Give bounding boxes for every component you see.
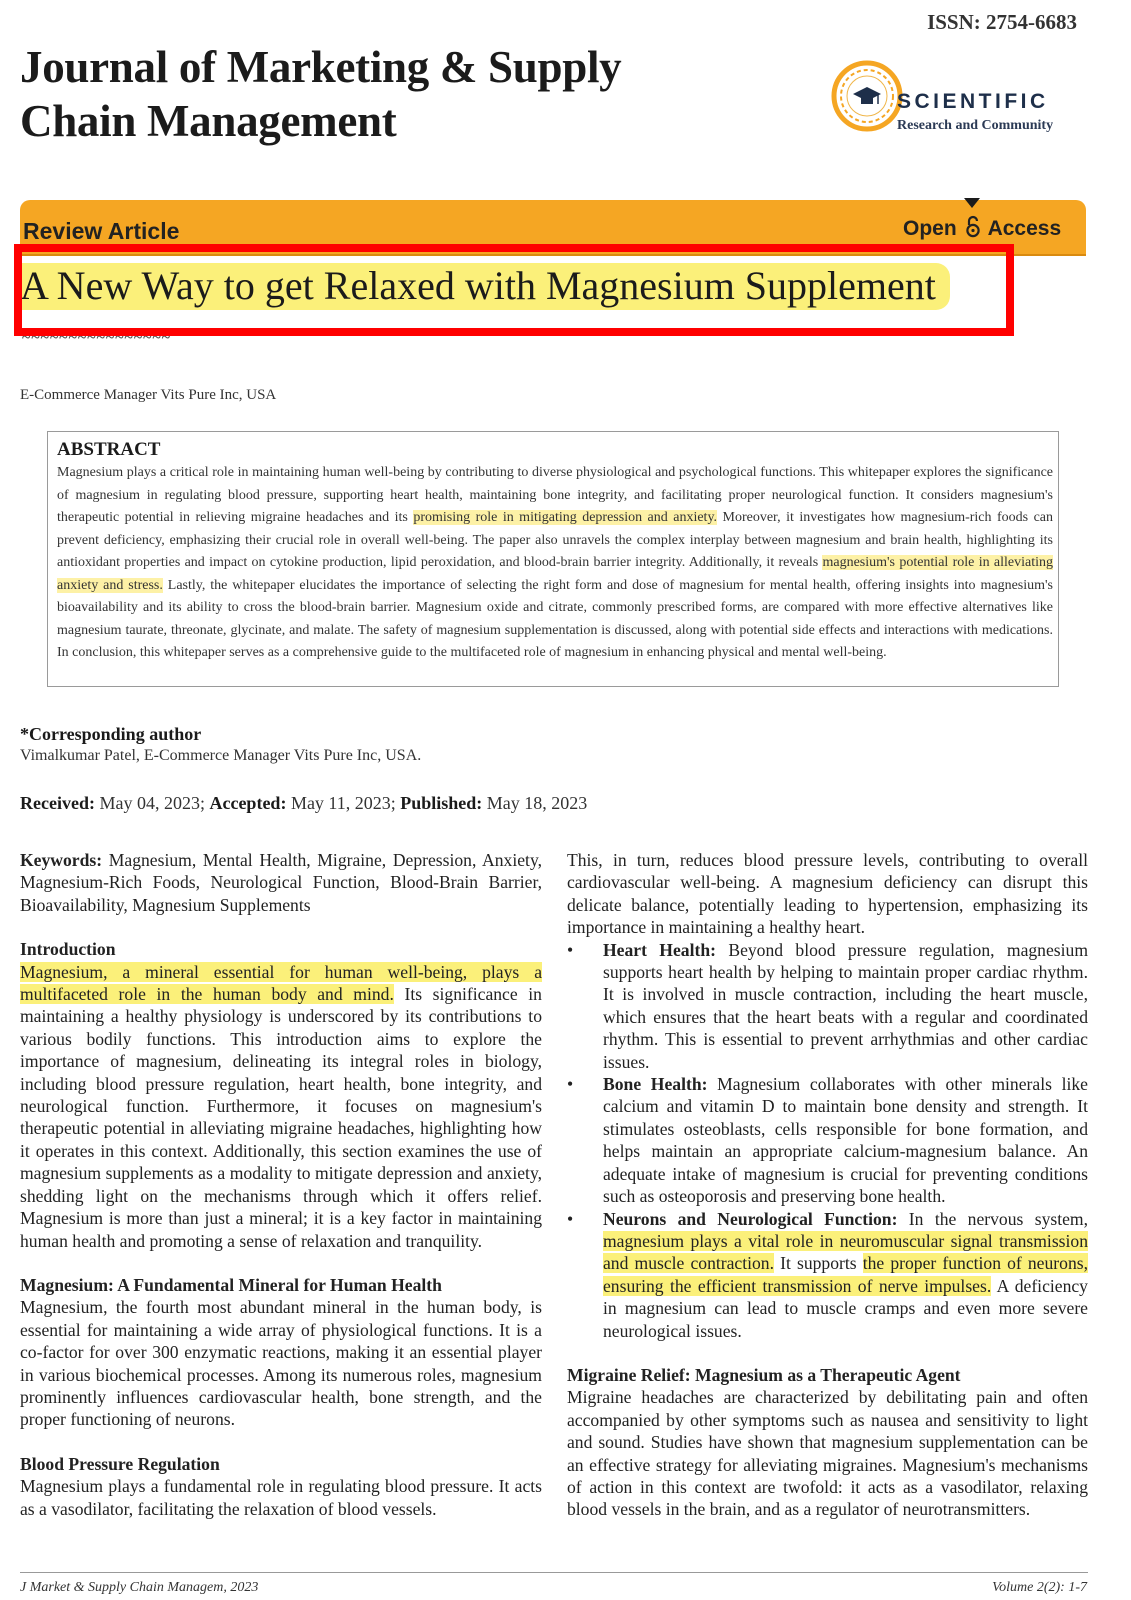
introduction-text: Its significance in maintaining a healthy physiology is underscored by its contributions to various bodily functions. This introduction aims to explore the importance of magnesium, delineating its integral roles in biology, including blood pressure regulation, heart health, bone integrity, and neurological function. Furthermore, it focuses on magnesium's therapeutic potential in alleviating migraine headaches, highlighting how it operates in this context. Additionally, this section examines the use of magnesium supplements as a modality to mitigate depression and anxiety, shedding light on the mechanisms through which it offers relief. Magnesium is more than just a mineral; it is a key factor in maintaining human health and promoting a sense of relaxation and tranquility. — [20, 984, 542, 1251]
article-title-text: A New Way to get Relaxed with Magnesium Supplement — [20, 263, 950, 310]
left-column — [20, 849, 542, 1520]
publication-dates — [20, 793, 587, 814]
publisher-logo — [831, 58, 1081, 142]
open-access-text-open: Open — [903, 217, 957, 240]
logo-tagline: Research and Community — [897, 118, 1054, 133]
migraine-heading: Migraine Relief: Magnesium as a Therapeutic Agent — [567, 1364, 961, 1385]
author-name-obscured: ~~~~~~~~~~~~~~~~ — [22, 329, 172, 346]
introduction-paragraph — [20, 961, 542, 1252]
abstract-highlight-2: magnesium's potential role in alleviating anxiety and stress. — [57, 555, 1053, 593]
bullet-icon: • — [567, 1208, 574, 1229]
corresponding-author-text: Vimalkumar Patel, E-Commerce Manager Vits Pure Inc, USA. — [20, 747, 422, 764]
neurological-highlight-2: the proper function of neurons, ensuring the efficient transmission of nerve impulses. — [603, 1253, 1088, 1296]
graduation-cap-icon — [831, 60, 903, 132]
list-item — [567, 1208, 1088, 1342]
keywords-label: Keywords: — [20, 850, 103, 870]
logo-wordmark: SCIENTIFIC — [897, 90, 1049, 113]
corresponding-author-heading: *Corresponding author — [20, 724, 202, 744]
neurological-text-3: A deficiency in magnesium can lead to muscle cramps and even more severe neurological issues. — [603, 1275, 1088, 1341]
journal-title — [20, 40, 621, 148]
right-column — [567, 849, 1088, 1521]
abstract-heading: ABSTRACT — [57, 439, 161, 460]
abstract-highlight-1: promising role in mitigating depression and anxiety. — [413, 510, 718, 525]
neurological-label: Neurons and Neurological Function: — [603, 1208, 898, 1229]
neurological-highlight-1: magnesium plays a vital role in neuromuscular signal transmission and muscle contraction. — [603, 1230, 1088, 1274]
health-bullet-list — [567, 939, 1088, 1342]
open-access-badge — [903, 216, 1061, 241]
open-lock-icon — [965, 216, 981, 238]
keywords — [20, 849, 542, 916]
footer-citation: J Market & Supply Chain Managem, 2023 — [20, 1580, 259, 1595]
published-date: May 18, 2023 — [482, 793, 588, 813]
title-annotation-box — [14, 244, 1014, 336]
bullet-icon: • — [567, 939, 574, 960]
blood-pressure-continuation: This, in turn, reduces blood pressure levels, contributing to overall cardiovascular well-being. A magnesium deficiency can disrupt this delicate balance, potentially leading to hypertension, emphasizing its importance in maintaining a healthy heart. — [567, 850, 1088, 938]
heart-health-label: Heart Health: — [603, 939, 716, 960]
published-label: Published: — [400, 793, 483, 813]
keywords-list: Magnesium, Mental Health, Migraine, Depression, Anxiety, Magnesium-Rich Foods, Neurological Function, Blood-Brain Barrier, Bioavailability, Magnesium Supplements — [20, 850, 542, 915]
introduction-highlight: Magnesium, a mineral essential for human well-being, plays a multifaceted role in the human body and mind. — [20, 961, 542, 1005]
footer-rule — [20, 1572, 1088, 1573]
neurological-text-1: In the nervous system, — [897, 1208, 1089, 1229]
neurological-text-2: It supports — [774, 1253, 863, 1274]
abstract-part-3: Lastly, the whitepaper elucidates the importance of selecting the right form and dose of magnesium for mental health, offering insights into magnesium's bioavailability and its ability to cross the blood-brain barrier. Magnesium oxide and citrate, commonly prescribed forms, are compared with more effective alternatives like magnesium taurate, threonate, glycinate, and malate. The safety of magnesium supplementation is discussed, along with potential side effects and interactions with medications. In conclusion, this whitepaper serves as a comprehensive guide to the multifaceted role of magnesium in enhancing physical and mental well-being. — [57, 577, 1053, 660]
bullet-icon: • — [567, 1074, 574, 1095]
journal-title-line-1: Journal of Marketing & Supply — [20, 42, 622, 92]
bone-health-text: Magnesium collaborates with other minerals like calcium and vitamin D to maintain bone density and strength. It stimulates osteoblasts, cells responsible for bone formation, and helps maintain an appropriate calcium-magnesium balance. An adequate intake of magnesium is crucial for preventing conditions such as osteoporosis and preserving bone health. — [603, 1074, 1088, 1207]
abstract-part-2: Moreover, it investigates how magnesium-rich foods can prevent deficiency, emphasizing their crucial role in overall well-being. The paper also unravels the complex interplay between magnesium and brain health, highlighting its antioxidant properties and impact on cytokine production, lipid peroxidation, and blood-brain barrier integrity. Additionally, it reveals — [57, 510, 1053, 570]
introduction-heading: Introduction — [20, 939, 116, 960]
migraine-paragraph: Migraine headaches are characterized by debilitating pain and often accompanied by other symptoms such as nausea and sensitivity to light and sound. Studies have shown that magnesium supplementation can be an effective strategy for alleviating migraines. Magnesium's mechanisms of action in this context are twofold: it acts as a vasodilator, relaxing blood vessels in the brain, and as a regulator of neurotransmitters. — [567, 1387, 1088, 1520]
list-item — [567, 939, 1088, 1073]
blood-pressure-heading: Blood Pressure Regulation — [20, 1453, 220, 1474]
open-access-text-access: Access — [987, 217, 1062, 240]
abstract-text — [57, 462, 1053, 665]
article-type-label: Review Article — [23, 218, 180, 244]
journal-title-line-2: Chain Management — [20, 96, 397, 146]
heart-health-text: Beyond blood pressure regulation, magnesium supports heart health by helping to maintain proper cardiac rhythm. It is involved in muscle contraction, including the heart muscle, which ensures that the heart beats with a regular and coordinated rhythm. This is essential to prevent arrhythmias and other cardiac issues. — [603, 939, 1089, 1072]
bone-health-label: Bone Health: — [603, 1074, 708, 1095]
list-item — [567, 1073, 1088, 1207]
received-date: May 04, 2023; — [94, 793, 210, 813]
blood-pressure-paragraph: Magnesium plays a fundamental role in regulating blood pressure. It acts as a vasodilator, facilitating the relaxation of blood vessels. — [20, 1476, 542, 1519]
fundamental-mineral-heading: Magnesium: A Fundamental Mineral for Human Health — [20, 1274, 442, 1295]
received-label: Received: — [20, 793, 95, 813]
issn-label: ISSN: 2754-6683 — [927, 10, 1077, 34]
caret-down-icon — [964, 198, 980, 208]
abstract-part-1: Magnesium plays a critical role in maintaining human well-being by contributing to diverse physiological and psychological functions. This whitepaper explores the significance of magnesium in regulating blood pressure, supporting heart health, maintaining bone integrity, and facilitating proper neurological function. It considers magnesium's therapeutic potential in relieving migraine headaches and its — [57, 465, 1053, 525]
accepted-label: Accepted: — [209, 793, 287, 813]
accepted-date: May 11, 2023; — [286, 793, 401, 813]
footer-volume: Volume 2(2): 1-7 — [992, 1580, 1087, 1595]
author-affiliation: E-Commerce Manager Vits Pure Inc, USA — [20, 387, 277, 403]
fundamental-mineral-paragraph: Magnesium, the fourth most abundant mineral in the human body, is essential for maintaining a wide array of physiological functions. It is a co-factor for over 300 enzymatic reactions, making it an essential player in various biochemical processes. Among its numerous roles, magnesium prominently influences cardiovascular health, bone strength, and the proper functioning of neurons. — [20, 1297, 542, 1430]
